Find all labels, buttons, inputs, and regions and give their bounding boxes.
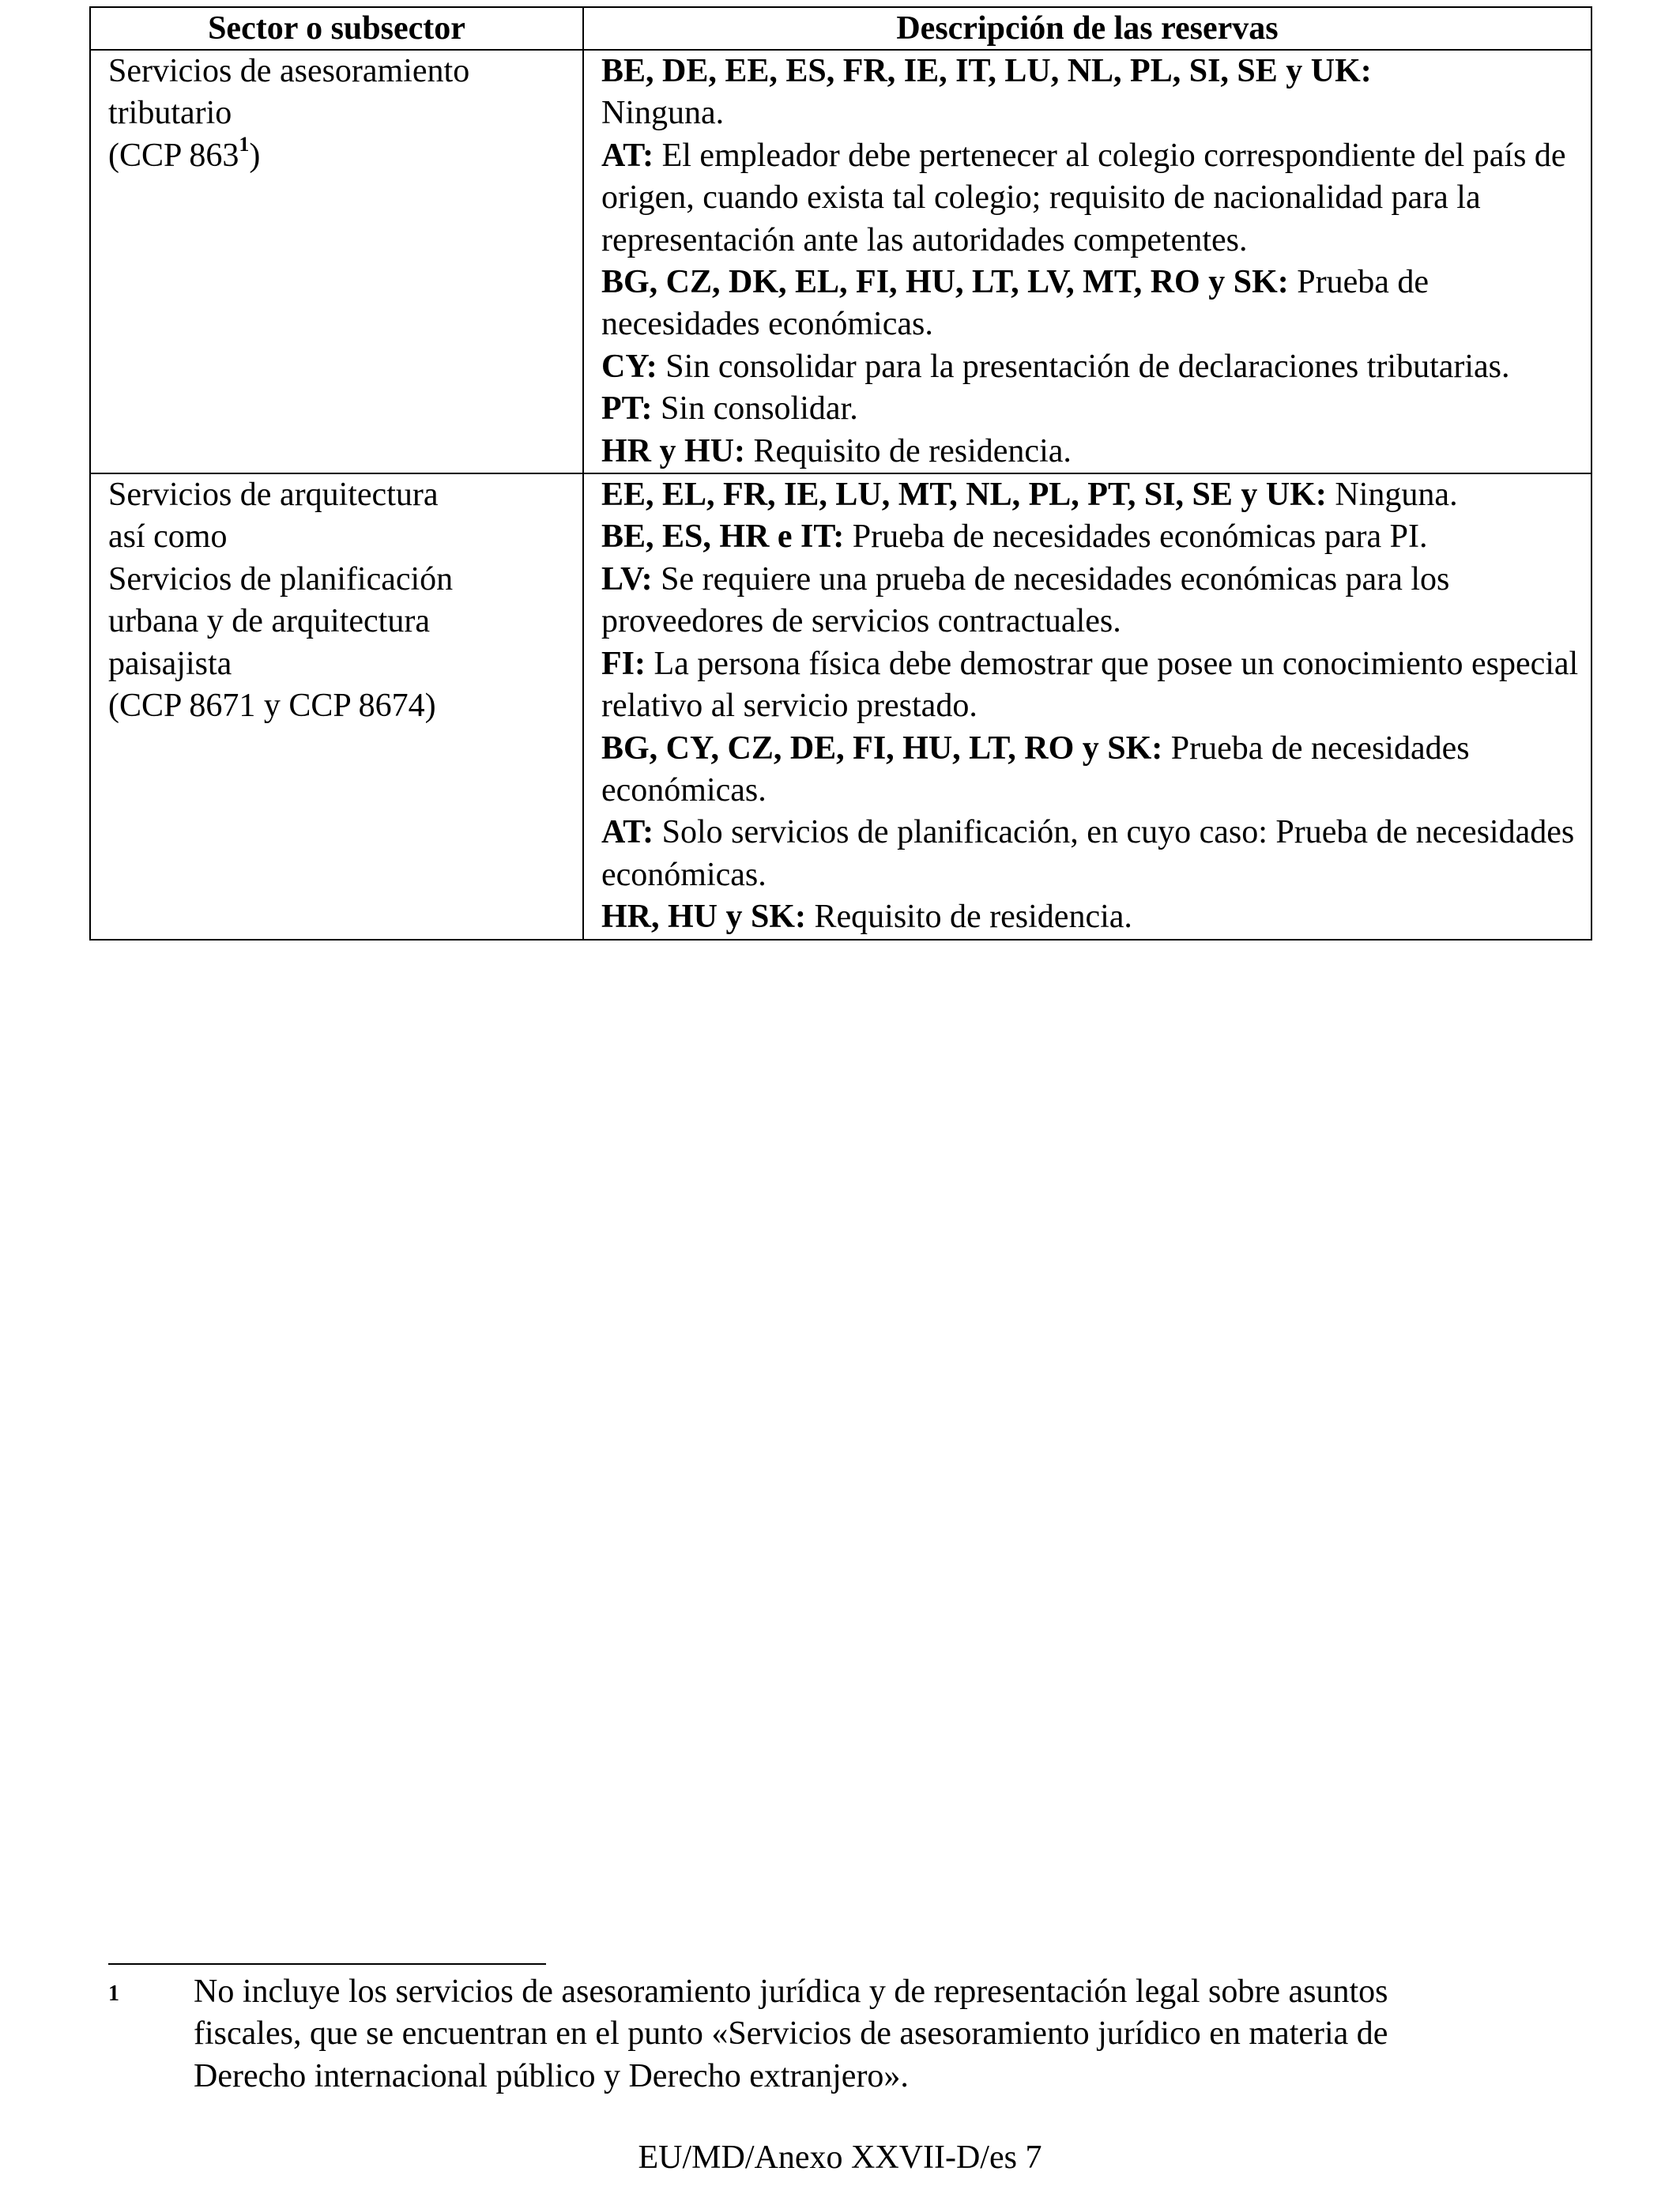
table-row [90, 473, 1591, 939]
footnote-line: No incluye los servicios de asesoramiento jurídica y de representación legal sobre asuntos [194, 1973, 1388, 2010]
sector-cell [90, 473, 583, 939]
reservation-entry [601, 516, 1583, 558]
description-cell [583, 50, 1591, 473]
reservations-table [89, 6, 1592, 941]
sector-line [108, 132, 574, 177]
reservation-text: La persona física debe demostrar que posee un conocimiento especial relativo al servicio prestado. [601, 645, 1579, 725]
table-header-row [90, 7, 1591, 50]
country-codes: AT: [601, 814, 654, 851]
reservation-entry [601, 51, 1583, 135]
reservation-text: Solo servicios de planificación, en cuyo caso: Prueba de necesidades económicas. [601, 814, 1575, 893]
reservation-text: Prueba de necesidades económicas para PI. [852, 518, 1428, 556]
reservation-text: Requisito de residencia. [753, 432, 1072, 469]
sector-line: así como [108, 518, 228, 556]
sector-code: (CCP 863 [108, 137, 239, 174]
footnote-line: fiscales, que se encuentran en el punto «Servicios de asesoramiento jurídico en materia de [194, 2015, 1388, 2053]
country-codes: EE, EL, FR, IE, LU, MT, NL, PL, PT, SI, SE y UK: [601, 477, 1327, 514]
footnote-number: 1 [108, 1981, 119, 2006]
reservation-text: Sin consolidar para la presentación de declaraciones tributarias. [665, 348, 1510, 385]
reservation-entry [601, 812, 1583, 896]
footnote-separator [108, 1963, 546, 1965]
country-codes: BE, DE, EE, ES, FR, IE, IT, LU, NL, PL, SI, SE y UK: [601, 53, 1372, 89]
reservation-entry [601, 559, 1583, 643]
reservation-text: Sin consolidar. [661, 390, 858, 428]
reservation-entry [601, 474, 1583, 516]
reservation-entry [601, 896, 1583, 938]
reservation-text: Ninguna. [1335, 477, 1458, 514]
reservation-entry [601, 643, 1583, 728]
reservation-text: Requisito de residencia. [814, 899, 1132, 936]
country-codes: HR y HU: [601, 432, 745, 469]
sector-code-closing: ) [249, 137, 261, 174]
reservation-entry [601, 431, 1583, 473]
footnote-reference[interactable]: 1 [239, 132, 250, 156]
reservation-text: El empleador debe pertenecer al colegio correspondiente del país de origen, cuando exista tal colegio; requisito de nacionalidad para la representación ante las autoridades competentes. [601, 137, 1566, 258]
sector-line: urbana y de arquitectura [108, 603, 430, 640]
country-codes: BG, CZ, DK, EL, FI, HU, LT, LV, MT, RO y SK: [601, 264, 1289, 301]
sector-line: (CCP 8671 y CCP 8674) [108, 688, 436, 725]
reservation-entry [601, 388, 1583, 430]
country-codes: BG, CY, CZ, DE, FI, HU, LT, RO y SK: [601, 729, 1163, 767]
footnote-line: Derecho internacional público y Derecho extranjero». [194, 2057, 909, 2094]
sector-line: Servicios de planificación [108, 560, 454, 598]
country-codes: HR, HU y SK: [601, 899, 807, 936]
reservation-text: Ninguna. [601, 95, 725, 132]
reservation-entry [601, 262, 1583, 346]
header-sector: Sector o subsector [90, 7, 583, 50]
country-codes: LV: [601, 560, 653, 598]
reservation-entry [601, 346, 1583, 388]
sector-line: Servicios de arquitectura [108, 477, 439, 514]
country-codes: BE, ES, HR e IT: [601, 518, 845, 556]
header-description: Descripción de las reservas [583, 7, 1591, 50]
country-codes: FI: [601, 645, 646, 682]
country-codes: CY: [601, 348, 657, 385]
reservation-text: Prueba de necesidades económicas. [601, 264, 1430, 343]
description-cell [583, 473, 1591, 939]
sector-cell [90, 50, 583, 473]
reservation-entry [601, 135, 1583, 262]
sector-line: Servicios de asesoramiento [108, 53, 470, 89]
sector-line: paisajista [108, 645, 232, 682]
table-row [90, 50, 1591, 473]
country-codes: PT: [601, 390, 653, 428]
reservation-entry [601, 728, 1583, 812]
reservation-text: Prueba de necesidades económicas. [601, 729, 1470, 809]
reservation-text: Se requiere una prueba de necesidades económicas para los proveedores de servicios contractuales. [601, 560, 1450, 640]
country-codes: AT: [601, 137, 654, 174]
footnote-text [194, 1971, 1592, 2098]
sector-line: tributario [108, 95, 232, 132]
page-identifier: EU/MD/Anexo XXVII-D/es 7 [638, 2139, 1042, 2176]
